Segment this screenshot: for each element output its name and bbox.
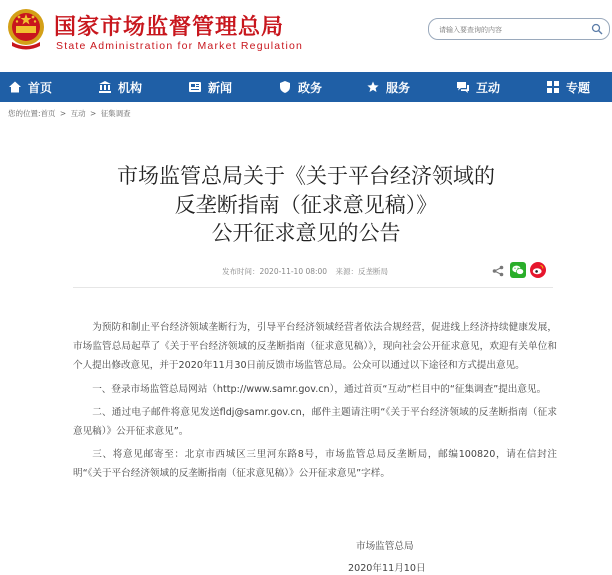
site-subtitle: State Administration for Market Regulation <box>56 40 304 52</box>
news-icon <box>188 80 202 94</box>
org-icon <box>98 80 112 94</box>
breadcrumb-separator: > <box>90 109 97 118</box>
divider <box>73 287 553 288</box>
topic-icon <box>546 80 560 94</box>
nav-item-news[interactable] <box>188 72 232 102</box>
nav-item-affairs[interactable] <box>278 72 322 102</box>
share-icon[interactable] <box>492 265 504 277</box>
nav-label: 机构 <box>118 80 143 95</box>
nav-label: 专题 <box>566 80 591 95</box>
article-body <box>73 318 557 488</box>
title-line: 市场监管总局关于《关于平台经济领域的 <box>117 164 495 188</box>
site-header <box>0 0 612 64</box>
article-source: 来源：反垄断局 <box>335 267 388 276</box>
nav-item-topic[interactable] <box>546 72 590 102</box>
search-box <box>428 18 610 40</box>
breadcrumb-survey[interactable]: 征集调查 <box>100 109 131 118</box>
article-paragraph: 三、将意见邮寄至：北京市西城区三里河东路8号，市场监管总局反垄断局，邮编100820，请在信封注明“《关于平台经济领域的反垄断指南（征求意见稿）》公开征求意见”字样。 <box>73 449 557 480</box>
breadcrumb-separator: > <box>59 109 67 118</box>
search-input[interactable] <box>437 21 591 38</box>
title-line: 反垄断指南（征求意见稿）》 <box>174 192 438 217</box>
weibo-icon[interactable] <box>530 262 546 278</box>
home-icon <box>8 80 22 94</box>
breadcrumb-interact[interactable]: 互动 <box>70 109 86 118</box>
interact-icon <box>456 80 470 94</box>
site-title[interactable]: 国家市场监督管理总局 <box>54 15 285 40</box>
article-meta <box>222 266 394 277</box>
article-title <box>0 162 612 248</box>
nav-label: 互动 <box>476 80 501 95</box>
affairs-icon <box>278 80 292 94</box>
nav-item-home[interactable] <box>8 72 52 102</box>
nav-label: 新闻 <box>208 80 233 95</box>
article-paragraph: 二、通过电子邮件将意见发送fldj@samr.gov.cn，邮件主题请注明“《关于平台经济领域的反垄断指南（征求意见稿）》公开征求意见”。 <box>73 406 557 438</box>
article-paragraph: 一、登录市场监管总局网站（http://www.samr.gov.cn），通过首页“互动”栏目中的“征集调查”提出意见。 <box>92 383 547 395</box>
nav-label: 服务 <box>386 80 411 95</box>
article-paragraph: 为预防和制止平台经济领域垄断行为，引导平台经济领域经营者依法合规经营，促进线上经济持续健康发展，市场监管总局起草了《关于平台经济领域的反垄断指南（征求意见稿）》，现向社会公开征求意见，欢迎有关单位和个人提出修改意见，并于2020年11月30日前反馈市场监管总局。公众可以通过以下途径和方式提出意见。 <box>73 322 557 372</box>
nav-item-org[interactable] <box>98 72 142 102</box>
title-line: 公开征求意见的公告 <box>211 221 401 245</box>
nav-item-service[interactable] <box>366 72 410 102</box>
search-icon[interactable] <box>591 23 603 35</box>
breadcrumb-home[interactable]: 您的位置:首页 <box>8 109 56 118</box>
article-signature: 市场监管总局 <box>356 541 414 552</box>
nav-label: 政务 <box>298 80 323 95</box>
nav-item-interact[interactable] <box>456 72 500 102</box>
main-nav <box>0 72 612 102</box>
article-date: 2020年11月10日 <box>348 563 426 574</box>
nav-label: 首页 <box>28 80 53 95</box>
breadcrumb <box>8 108 133 119</box>
service-icon <box>366 80 380 94</box>
national-emblem-icon <box>6 6 46 52</box>
wechat-icon[interactable] <box>510 262 526 278</box>
publish-time: 发布时间：2020-11-10 08:00 <box>222 267 328 276</box>
